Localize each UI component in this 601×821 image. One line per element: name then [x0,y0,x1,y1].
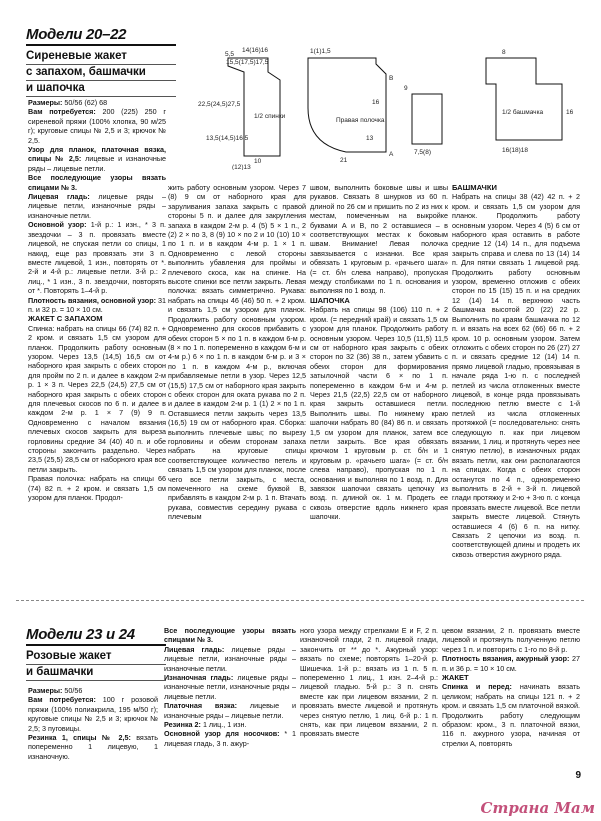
b-sizes: Размеры: 50/56 [28,686,83,695]
back-dim-1: 14(16)16 [242,47,269,54]
bottom-header [26,626,166,681]
booty-dim-1: 16 [566,109,574,116]
intro-materials: Вам потребуется: 200 (225) 250 г сиреневой пряжи (100% хлопка, 90 м/25 г); круговые спицы № 2,5 и 3; крючок № 2,5. [28,107,166,145]
watermark-logo: Страна Мам [480,799,595,817]
b-gauge: Плотность вязания, ажурный узор: 27 п. и 36 р. = 10 × 10 см. [442,654,580,673]
intro-stockinette: Лицевая гладь: лицевые ряды – лицевые петли, изнаночные ряды – изнаночные петли. [28,192,166,220]
top-header [26,26,176,97]
top-column-3 [310,183,448,522]
b-rib2: Резинка 2: 1 лиц., 1 изн. [164,720,247,730]
intro-edging-pattern: Узор для планок, платочная вязка, спицы № 2,5: лицевые и изнаночные ряды – лицевые петли. [28,145,167,173]
b-reverse: Изнаночная гладь: лицевые ряды – изнаночные петли, изнаночные ряды – лицевые петли. [164,673,296,701]
front-pattern-diagram [296,44,396,170]
b-sock-pattern: Основной узор для носочков: * 1 лицевая гладь, 3 п. ажур- [164,729,297,748]
section-divider [16,600,584,601]
top-subtitle-3: и шапочка [26,81,176,97]
booty-dim-0: 8 [502,49,506,56]
hat-heading: ШАПОЧКА [310,295,350,305]
jacket-continued-text: жить работу основным узором. Через 7 (8) 9 см от наборного края для заруливания запаха закрыть с правой стороны 5 п. и далее для закругления запаха в каждом 2-м р. 4 (5) 5 × 1 п., 2 (2) 2 × по 3, 8 (9) 10 × по 2 и 10 (10) 10 × по 1 п. и в каждом 4-м р. 1 × 1 п. Одновременно с левой стороны выполнить убавления для проймы и плечевого скоса, как на спинке. На высоте спинки все петли закрыть. Левая полочка: вязать симметрично. Рукава: набрать на спицы 46 (46) 50 п. + 2 кром. и связать 1,5 см узором для планок. Продолжить работу основным узором. Одновременно для скосов прибавить с обеих сторон 5 × по 1 п. в каждом 6-м р. (8 × по 1 п. попеременно в каждом 6-м и 4-м р.) 6 × по 1 п. в каждом 6-м р. и 3 × по 1 п. в каждом 4-м р., включая прибавляемые петли в узор. Через 12,5 (15,5) 17,5 см от наборного края закрыть с обеих сторон для оката рукава по 2 п. и далее в каждом 2-м р. 1 (1) 2 × по 1 п. Оставшиеся петли закрыть через 13,5 (16,5) 19 см от наборного края. Сборка: выполнить плечевые швы; по вырезу горловины и обеим сторонам запаха набрать на круговые спицы соответствующее количество петель и связать 1,5 см узором для планок, после чего все петли закрыть, с места, помеченного на схеме буквой В, прибавлять в каждом 2-м р. 1 п. Втачать рукава, совместив середину рукава с плечевым [168,183,306,522]
front-label: Правая полочка [336,117,385,124]
front-dim-0: 1(1)1,5 [310,48,331,55]
top-column-2 [168,183,306,522]
intro-all-patterns: Все последующие узоры вязать спицами № 3. [28,173,166,192]
intro-gauge: Плотность вязания, основной узор: 31 п. и 32 р. = 10 × 10 см. [28,295,166,314]
b-col4-0: цевом вязании, 2 п. провязать вместе лицевой и протянуть полученную петлю через 1 п. и повторить с 1-го по 8-й р. [442,626,580,654]
top-subtitle-2: с запахом, башмачки [26,65,176,81]
page-number: 9 [575,770,581,781]
front-marker-A: A [389,151,394,158]
b-lace-text: ного узора между стрелками Е и F, 2 п. изнаночной глади, 2 п. лицевой глади, закончить от ** до *. Ажурный узор: вязать по схеме; повторять 1–20-й р. Шишечка. 1-й р.: вязать из 1 п. 5 п. попеременно 1 лиц., 1 изн. 2–4-й р.: лицевой гладью. 5-й р.: 3 п. снять вместе как при лицевом вязании, 2 п. провязать вместе лицевой и протянуть через снятую петлю, 1 лиц. 6-й р.: 1 п. снять, как при лицевом вязании, 2 п. провязать вместе [300,626,438,739]
b-materials: Вам потребуется: 100 г розовой пряжи (100% полиакрила, 195 м/50 г); круговые спицы № 2,5 и 3; крючок № 2,5; 3 пуговицы. [28,695,158,733]
back-dim-2: 15,5(17,5)17,5 [226,59,269,66]
back-dim-0: 5,5 [225,51,235,58]
assembly-text: швом, выполнить боковые швы и швы рукавов. Связать 8 шнурков из 60 п. длиной по 26 см и пришить по 2 из них к местам, помеченным на выкройке буквами А и В, по 2 оставшиеся – в соответствующих местах к боковым швам. Внимание! Левая полочка завязывается с изнанки. Все края обвязать 1 круговым р. «рачьего шага» (= ст. б/н слева направо), пропуская между столбиками по 1 п. основания и выполняя по 1 возд. п. [310,183,448,296]
back-dim-6: (12)13 [232,164,251,170]
back-dim-5: 10 [254,158,262,165]
front-dim-1: 21 [340,157,348,164]
jacket-heading: ЖАКЕТ С ЗАПАХОМ [28,314,103,324]
bottom-subtitle-2: и башмачки [26,665,166,681]
booty-dim-2: 16(18)18 [502,147,529,154]
top-subtitle-1: Сиреневые жакет [26,49,176,65]
intro-sizes: Размеры: 50/56 (62) 68 [28,98,108,107]
bottom-column-2 [164,626,296,748]
booties-text: Набрать на спицы 38 (42) 42 п. + 2 кром. и связать 1,5 см узором для планок. Продолжить работу основным узором. Через 4 (5) 6 см от наборного края оставить в работе средние 12 (14) 14 п., для подъема закрыть справа и слева по 13 (14) 14 п. Для пятки связать 1 лицевой ряд. Продолжить работу основным узором, временно отложив с обеих сторон по 15 (15) 15 п. и на средних 12 (14) 14 п. верхнюю часть башмачка высотой 20 (22) 22 р. Выполнить по краям башмачка по 12 п. и вязать на всех 62 (66) 66 п. + 2 кром. 10 р. основным узором. Затем отложить с обеих сторон по 26 (27) 27 п. и связать средние 12 (14) 14 п. прямо лицевой гладью, провязывая в начале ряда 1-ю п. с последней петлей из числа отложенных вместе лицевой, в конце ряда провязывать последнюю петлю вместе с 1-й петлей из числа отложенных протяжкой (= последовательно: снять следующую п. как при лицевом вязании, 1 лиц. и протянуть через нее снятую петлю), в изнаночных рядах вязать петли, как они располагаются на спицах. Когда с обеих сторон останутся по 4 п., одновременно выполнить в 2-й + 3-й п. лицевой глади протяжку и 2-ю + 3-ю п. с конца провязать вместе лицевой. Все петли закрыть вместе лицевой. Стянуть оставшиеся 4 (6) 6 п. на нитку. Связать 2 цепочки из возд. п. соответствующей длины и продеть их сквозь отверстия ажурного ряда. [452,192,580,559]
bottom-title: Модели 23 и 24 [26,626,166,646]
front-dim-2: 16 [372,99,380,106]
bottom-column-4 [442,626,580,748]
front-dim-3: 13 [366,135,374,142]
hat-dim-0: 9 [404,85,408,92]
b-garter: Платочная вязка: лицевые и изнаночные ряды – лицевые петли. [164,701,296,720]
hat-pattern-diagram [400,80,460,160]
back-dim-4: 13,5(14,5)16,5 [206,135,249,142]
bottom-subtitle-1: Розовые жакет [26,649,166,665]
back-dim-3: 22,5(24,5)27,5 [198,101,241,108]
top-title: Модели 20–22 [26,26,176,46]
b-all-patterns: Все последующие узоры вязать спицами № 3. [164,626,296,645]
booty-label: 1/2 башмачка [502,109,544,116]
bottom-column-1 [28,686,158,761]
hat-dim-4: 7,5(8) [414,149,431,156]
b-stockinette: Лицевая гладь: лицевые ряды – лицевые петли, изнаночные ряды – изнаночные петли. [164,644,296,673]
back-label: 1/2 спинки [254,113,286,120]
intro-main-pattern: Основной узор: 1-й р.: 1 изн., * 3 п. звездочки – 3 п. провязать вместе лицевой, не спуская петли со спицы, 1 накид, еще раз провязать эти 3 п. вместе лицевой, 1 изн., повторять от *. 2-й и 4-й р.: лицевые петли. 3-й р.: 2 лиц., * 1 изн., 3 п. звездочки, повторять от *. Повторять 1–4-й р. [28,220,166,296]
front-marker-B: B [389,75,394,82]
back-pattern-diagram [196,44,296,170]
hat-text: Набрать на спицы 98 (106) 110 п. + 2 кром. (= передний край) и связать 1,5 см узором для планок. Продолжить работу основным узором. Через 10,5 (11,5) 11,5 см от наборного края закрыть с обеих сторон по 32 (36) 38 п., затем убавить с обеих сторон для формирования затылочной части 6 × по 1 п. попеременно в каждом 6-м и 4-м р. Через 21,5 (22,5) 22,5 см от наборного края закрыть оставшиеся петли. Выполнить швы. По нижнему краю шапочки набрать 80 (84) 86 п. и связать 1,5 см узором для планок, затем все петли закрыть. Все края обвязать крючком 1 круговым р. ст. б/н и 1 круговым р. «рачьего шага» (= ст. б/н слева направо), пропуская по 1 п. основания и выполняя по 1 возд. п. Для завязок шапочки связать цепочку из возд. п. длиной ок. 1 м. Продеть ее сквозь отверстие вдоль нижнего края шапочки. [310,305,448,522]
top-column-1 [28,98,166,502]
b-back-front: Спинка и перед: начинать вязать целиком; набрать на спицы 121 п. + 2 кром. и связать 1,5 см платочной вязкой. Продолжить работу следующим образом: кром., 3 п. платочной вязки, 116 п. ажурного узора, начиная от стрелки А, повторять [442,682,580,748]
b-rib1: Резинка 1, спицы № 2,5: вязать попеременно 1 лицевую, 1 изнаночную. [28,733,158,761]
jacket-right-front-text: Правая полочка: набрать на спицы 66 (74) 82 п. + 2 кром. и связать 1,5 см узором для планок. Продол- [28,474,166,503]
b-jacket-heading: ЖАКЕТ [442,673,469,683]
bottom-column-3 [300,626,438,739]
booty-pattern-diagram [466,44,581,164]
jacket-back-text: Спинка: набрать на спицы 66 (74) 82 п. + 2 кром. и связать 1,5 см узором для планок. Продолжить работу основным узором. Через 13,5 (14,5) 16,5 см от наборного края закрыть с обеих сторон для пройм по 2 п. и далее в каждом 2-м р. 1 × 3 п. Через 22,5 (24,5) 27,5 см от наборного края закрыть с обеих сторон для плечевых скосов по 6 п. и далее в каждом 2-м р. 1 × 7 (9) 9 п. Одновременно с началом вязания плечевых скосов закрыть для выреза горловины средние 34 (40) 40 п. и обе стороны закончить раздельно. Через 23,5 (25,5) 28,5 см от наборного края все петли закрыть. [28,323,166,474]
booties-heading: БАШМАЧКИ [452,183,497,192]
top-column-4 [452,183,580,559]
